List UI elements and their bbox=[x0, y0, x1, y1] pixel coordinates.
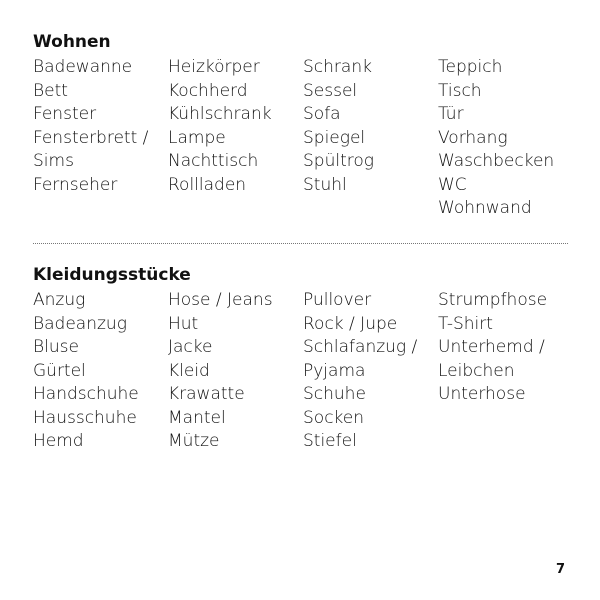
vocabulary-word: Schlafanzug / bbox=[303, 337, 418, 357]
vocabulary-word: Rock / Jupe bbox=[303, 313, 398, 334]
word-column bbox=[168, 56, 303, 221]
section-kleidungsstuecke bbox=[33, 264, 573, 454]
word-column bbox=[33, 289, 168, 454]
vocabulary-word: Fernseher bbox=[33, 174, 118, 195]
dotted-divider bbox=[33, 243, 568, 244]
page-number: 7 bbox=[556, 562, 566, 577]
vocabulary-word: Rollladen bbox=[168, 174, 247, 195]
vocabulary-word: Teppich bbox=[438, 57, 503, 77]
word-column bbox=[438, 289, 573, 454]
vocabulary-word: Unterhose bbox=[438, 384, 526, 404]
word-column bbox=[438, 56, 573, 221]
vocabulary-word: Bett bbox=[33, 80, 68, 101]
vocabulary-word: Schrank bbox=[303, 57, 372, 77]
vocabulary-word: Mantel bbox=[168, 407, 226, 428]
vocabulary-word: Jacke bbox=[168, 337, 213, 357]
vocabulary-word: Badeanzug bbox=[33, 313, 127, 334]
vocabulary-word: Sessel bbox=[303, 80, 358, 101]
vocabulary-word: Sofa bbox=[303, 104, 341, 124]
vocabulary-word: Hut bbox=[168, 313, 199, 334]
vocabulary-word: Socken bbox=[303, 407, 365, 428]
vocabulary-word: Leibchen bbox=[438, 360, 515, 381]
vocabulary-word: Waschbecken bbox=[438, 151, 555, 171]
vocabulary-word: Krawatte bbox=[168, 384, 245, 404]
word-column bbox=[168, 289, 303, 454]
word-column bbox=[33, 56, 168, 221]
vocabulary-word: Fensterbrett / bbox=[33, 127, 149, 148]
section-heading-wohnen: Wohnen bbox=[33, 32, 111, 52]
vocabulary-word: Nachttisch bbox=[168, 151, 259, 171]
vocabulary-word: Heizkörper bbox=[168, 57, 260, 77]
section-heading-kleidungsstuecke: Kleidungsstücke bbox=[33, 265, 191, 285]
vocabulary-word: Hemd bbox=[33, 431, 84, 451]
vocabulary-word: Stiefel bbox=[303, 431, 357, 451]
vocabulary-word: Spültrog bbox=[303, 151, 374, 171]
vocabulary-word: Lampe bbox=[168, 127, 226, 148]
vocabulary-word: Fenster bbox=[33, 104, 97, 124]
vocabulary-word: Kleid bbox=[168, 360, 210, 381]
vocabulary-word: Hausschuhe bbox=[33, 407, 137, 428]
vocabulary-word: Hose / Jeans bbox=[168, 290, 273, 310]
vocabulary-word: Handschuhe bbox=[33, 384, 139, 404]
word-columns-wohnen bbox=[33, 56, 573, 221]
vocabulary-word: Mütze bbox=[168, 431, 220, 451]
vocabulary-word: T-Shirt bbox=[438, 313, 493, 334]
vocabulary-word: Anzug bbox=[33, 290, 86, 310]
vocabulary-word: Kochherd bbox=[168, 80, 248, 101]
word-column bbox=[303, 56, 438, 221]
vocabulary-word: Tisch bbox=[438, 80, 482, 101]
vocabulary-word: Kühlschrank bbox=[168, 104, 272, 124]
vocabulary-word: Sims bbox=[33, 151, 74, 171]
vocabulary-word: Spiegel bbox=[303, 127, 366, 148]
word-columns-kleidungsstuecke bbox=[33, 289, 573, 454]
vocabulary-word: Gürtel bbox=[33, 360, 86, 381]
vocabulary-word: Stuhl bbox=[303, 174, 347, 195]
vocabulary-word: Pullover bbox=[303, 290, 372, 310]
vocabulary-word: Vorhang bbox=[438, 127, 508, 148]
vocabulary-word: Wohnwand bbox=[438, 198, 532, 218]
section-wohnen bbox=[33, 31, 573, 221]
vocabulary-word: Tür bbox=[438, 104, 464, 124]
vocabulary-word: Schuhe bbox=[303, 384, 366, 404]
word-column bbox=[303, 289, 438, 454]
vocabulary-word: Strumpfhose bbox=[438, 290, 548, 310]
vocabulary-word: Badewanne bbox=[33, 57, 133, 77]
vocabulary-word: Unterhemd / bbox=[438, 337, 545, 357]
vocabulary-word: WC bbox=[438, 174, 467, 195]
vocabulary-word: Pyjama bbox=[303, 360, 366, 381]
vocabulary-word: Bluse bbox=[33, 337, 79, 357]
